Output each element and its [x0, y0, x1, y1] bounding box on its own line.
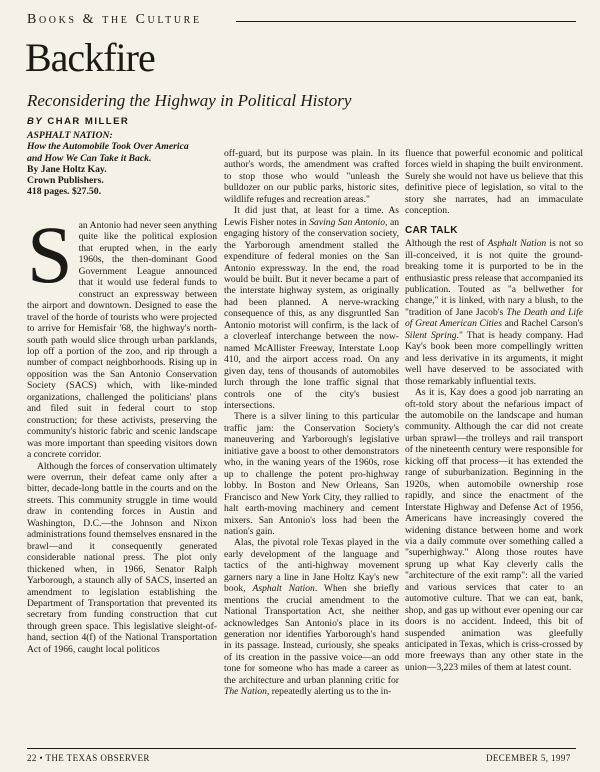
book-subtitle-1: How the Automobile Took Over America — [27, 141, 189, 153]
subhead: CAR TALK — [405, 224, 458, 236]
paragraph: There is a silver lining to this particular traffic jam: the Conservation Society's maneuvering and Yarborough's legislative initiative gave a boost to other demonstrators who, in the waning years of the 1960s, rose up to challenge the potent pro-highway lobby. In Boston and New Orleans, San Francisco and New York City, they rallied to halt earth-moving machinery and cement mixers. San Antonio's loss had been the nation's gain. — [224, 411, 399, 537]
book-title: ASPHALT NATION: — [27, 130, 113, 141]
book-author: By Jane Holtz Kay. — [27, 163, 107, 175]
paragraph-text: Alas, the pivotal role Texas played in the early development of the language and tactics of the anti-highway movement garners nary a line in Jane Holtz Kay's new book, — [224, 537, 399, 595]
paragraph-text: It did just that, at least for a time. As Lewis Fisher notes in — [224, 205, 399, 228]
paragraph-text: . When she briefly mentions the crucial amendment to the National Transportation Act, she neither acknowledges San Antonio's place in its generation nor identifies Yarborough's hand in its passage. Instead, curiously, she speaks of its creation in the passive voice—an odd tone for someone who has made a career as the architecture and urban planning critic for — [224, 583, 399, 686]
paragraph-text: is not so ill-conceived, it is not quite the ground-breaking tome it is purported to be in the enthusiastic press release that accompanied its publication. Touted as "a bellwether for change," it is linked, with nary a blush, to the "tradition of Jane Jacob's — [405, 238, 584, 318]
byline-prefix: BY — [27, 116, 44, 127]
section-header: Books & the Culture — [27, 12, 202, 27]
footer-folio: 22 • THE TEXAS OBSERVER — [27, 753, 150, 763]
paragraph — [27, 209, 217, 461]
footer-rule — [27, 748, 576, 749]
paragraph-text: Although the rest of — [405, 238, 488, 250]
paragraph: fluence that powerful economic and political forces wield in shaping the built environment. Surely she would not have us believe that this definitive piece of legislation, so vital to the story she narrates, had an immaculate conception. — [405, 148, 583, 217]
book-reference: Asphalt Nation — [252, 583, 315, 595]
book-reference: Asphalt Nation — [487, 238, 547, 250]
column-2 — [217, 148, 399, 698]
book-reference: The Death and Life of Great American Cities — [405, 306, 584, 330]
drop-cap: S — [27, 209, 73, 300]
book-publisher: Crown Publishers. — [27, 175, 104, 187]
paragraph — [405, 238, 583, 387]
paragraph-text: and Rachel Carson's — [501, 318, 583, 330]
paragraph: off-guard, but its purpose was plain. In its author's words, the amendment was crafted to stop those who would "unleash the bulldozer on our public parks, historic sites, wildlife refuges and recreation areas." — [224, 148, 399, 205]
paragraph: As it is, Kay does a good job narrating an oft-told story about the nefarious impact of the automobile on the landscape and human community. Although the car did not create urban sprawl—the trolleys and rail transport of the nineteenth century were responsible for kicking off that process—it has extended the range of suburbanization. Beginning in the 1920s, when automobile ownership rose rapidly, and since the enactment of the Interstate Highway and Defense Act of 1956, Americans have increasingly covered the widening distance between home and work via a daily commute over something called a "superhighway." Along those routes have sprung up what Kay cleverly calls the "architecture of the exit ramp": all the varied and various services that cater to an automotive culture. That we can eat, bank, shop, and gas up without ever opening our car doors is no accident. Indeed, this bit of suspended animation was gleefully anticipated in Texas, which is criss-crossed by more freeways than any other state in the union—3,223 miles of them at latest count. — [405, 387, 583, 673]
book-reference: Silent Spring — [405, 329, 457, 341]
paragraph-text: , an engaging history of the conservation society, the Yarborough amendment stalled the expenditure of federal monies on the San Antonio expressway. In the end, the road would be built. But it never became a part of the interstate highway system, as originally had been planned. A nerve-wracking consequence of this, as any disgruntled San Antonio motorist will confirm, is the lack of a cloverleaf interchange between the now-named McAllister Freeway, Interstate Loop 410, and the airport access road. On any given day, tens of thousands of automobiles lurch through the lone traffic signal that controls one of the city's busiest intersections. — [224, 216, 399, 411]
article-title: Backfire — [25, 35, 155, 80]
book-reference: Saving San Antonio — [309, 216, 386, 228]
book-price: 418 pages. $27.50. — [27, 186, 102, 198]
column-3 — [398, 148, 583, 673]
book-subtitle-2: and How We Can Take it Back. — [27, 152, 152, 164]
paragraph — [224, 205, 399, 411]
byline-author: CHAR MILLER — [47, 116, 130, 127]
article-subtitle: Reconsidering the Highway in Political History — [27, 91, 352, 110]
section-rule — [236, 21, 576, 22]
book-info — [27, 130, 217, 198]
paragraph-text: an Antonio had never seen anything quite like the political explosion that erupted when, in the early 1960s, the then-dominant Good Government League announced that it would use federal funds to construct an expressway between the airport and downtown. Designed to ease the travel of the horde of tourists who were projected to arrive for Hemisfair '68, the highway's north-south path would slice through urban parklands, lop off a portion of the zoo, and rip through a number of compact neighborhoods. Rising up in opposition was the San Antonio Conservation Society (SACS) which, with like-minded organizations, challenged the politicians' plans and filed suit in federal court to stop construction; for these activists, preserving the community's historic fabric and scenic landscape was more important than speeding visitors down a concrete corridor. — [27, 220, 217, 461]
byline — [27, 116, 129, 127]
paragraph — [224, 537, 399, 697]
magazine-reference: The Nation — [224, 686, 267, 698]
paragraph-text: ." That is heady company. Had Kay's book been more compellingly written and less derivative in its arguments, it might well have deserved to be associated with those remarkably influential texts. — [405, 329, 583, 387]
paragraph: Although the forces of conservation ultimately were overrun, their defeat came only after a bitter, decade-long battle in the courts and on the streets. This community struggle in time would draw in contending forces in Austin and Washington, D.C.—the Johnson and Nixon administrations found themselves ensnared in the brawl—and it consequently generated considerable national press. The plot only thickened when, in 1966, Senator Ralph Yarborough, a staunch ally of SACS, inserted an amendment to legislation establishing the Department of Transportation that prevented its secretary from funding construction that cut through green space. This legislative sleight-of-hand, section 4(f) of the National Transportation Act of 1966, caught local politicos — [27, 460, 217, 655]
column-1 — [27, 209, 217, 655]
footer-date: DECEMBER 5, 1997 — [486, 753, 571, 763]
paragraph-text: , repeatedly alerting us to the in- — [266, 686, 392, 698]
